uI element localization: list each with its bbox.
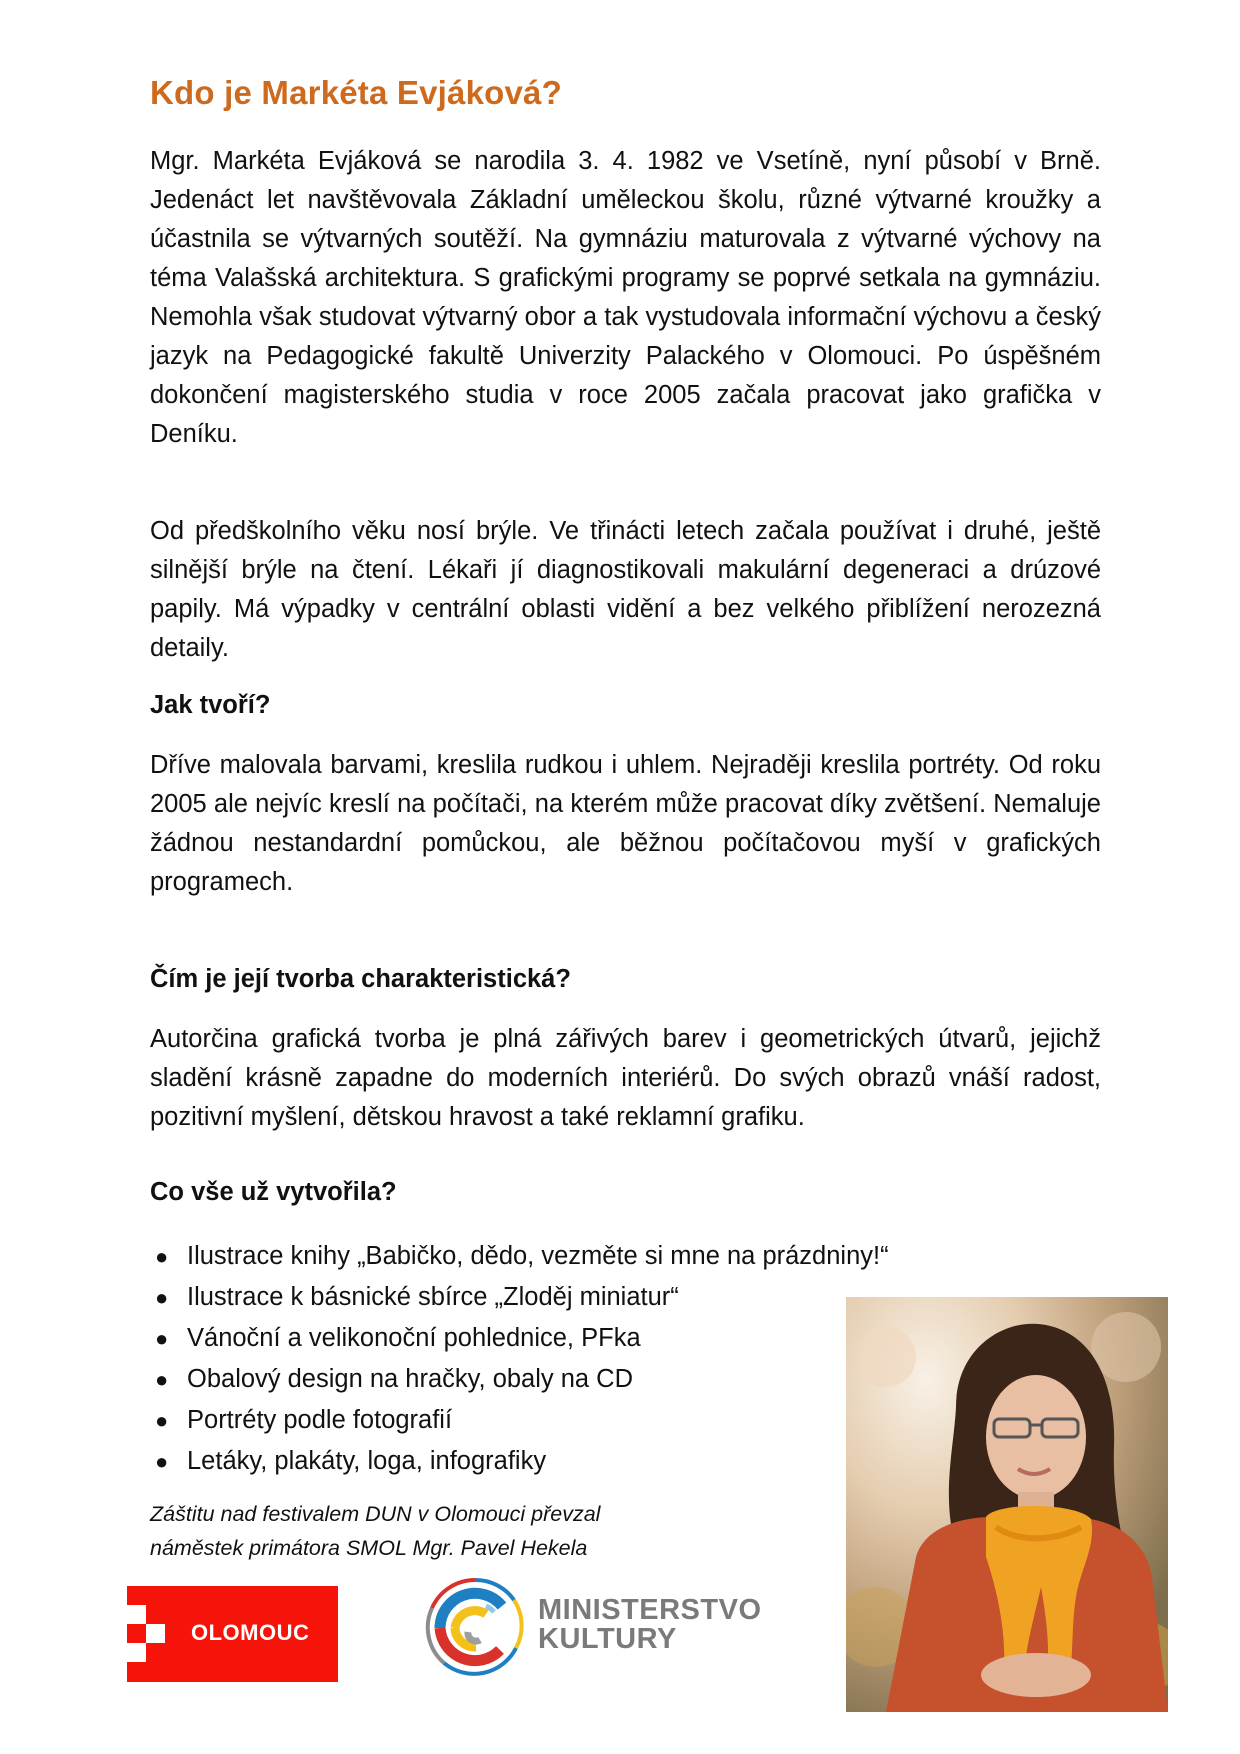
section-heading-works: Co vše už vytvořila? — [150, 1178, 397, 1206]
ministry-c-emblem-icon — [424, 1576, 526, 1678]
vision-section — [150, 512, 1101, 668]
ministry-of-culture-logo — [424, 1576, 762, 1678]
how-paragraph: Dříve malovala barvami, kreslila rudkou i uhlem. Nejraději kreslila portréty. Od roku 2005 ale nejvíc kreslí na počítači, na kterém může pracovat díky zvětšení. Nemaluje žádnou nestandardní pomůckou, ale běžnou počítačovou myší v grafických programech. — [150, 751, 1101, 896]
characteristic-section — [150, 1020, 1101, 1137]
logo-checker-square — [127, 1643, 146, 1662]
logo-checker-square — [146, 1624, 165, 1643]
characteristic-paragraph: Autorčina grafická tvorba je plná zářivých barev i geometrických útvarů, jejichž sladění krásně zapadne do moderních interiérů. Do svých obrazů vnáší radost, pozitivní myšlení, dětskou hravost a také reklamní grafiku. — [150, 1025, 1101, 1131]
how-section — [150, 746, 1101, 902]
patronage-note: Záštitu nad festivalem DUN v Olomouci převzal náměstek primátora SMOL Mgr. Pavel Hekela — [150, 1502, 601, 1560]
list-item: ● Ilustrace knihy „Babičko, dědo, vezměte si mne na prázdniny!“ — [150, 1236, 889, 1277]
list-item: ● Ilustrace k básnické sbírce „Zloděj miniatur“ — [150, 1277, 889, 1318]
portrait-photo — [846, 1297, 1168, 1712]
logo-checker-square — [127, 1605, 146, 1624]
vision-paragraph: Od předškolního věku nosí brýle. Ve třinácti letech začala používat i druhé, ještě silnější brýle na čtení. Lékaři jí diagnostikovali makulární degeneraci a drúzové papily. Má výpadky v centrální oblasti vidění a bez velkého přiblížení nerozezná detaily. — [150, 517, 1101, 662]
list-item: ● Obalový design na hračky, obaly na CD — [150, 1359, 889, 1400]
list-item: ● Portréty podle fotografií — [150, 1400, 889, 1441]
works-list — [150, 1236, 889, 1482]
section-heading-how: Jak tvoří? — [150, 691, 271, 719]
page-title: Kdo je Markéta Evjáková? — [150, 74, 562, 111]
bullet-icon: ● — [155, 1449, 169, 1474]
bullet-icon: ● — [155, 1408, 169, 1433]
olomouc-logo — [127, 1586, 338, 1682]
olomouc-logo-label: OLOMOUC — [191, 1620, 310, 1645]
bullet-icon: ● — [155, 1285, 169, 1310]
ministry-logo-text: MINISTERSTVO KULTURY — [538, 1594, 762, 1655]
bullet-icon: ● — [155, 1244, 169, 1269]
list-item: ● Letáky, plakáty, loga, infografiky — [150, 1441, 889, 1482]
bullet-icon: ● — [155, 1367, 169, 1392]
section-heading-characteristic: Čím je její tvorba charakteristická? — [150, 965, 571, 993]
portrait-illustration-icon — [846, 1297, 1168, 1712]
bullet-icon: ● — [155, 1326, 169, 1351]
intro-paragraph: Mgr. Markéta Evjáková se narodila 3. 4. 1982 ve Vsetíně, nyní působí v Brně. Jedenáct let navštěvovala Základní uměleckou školu, různé výtvarné kroužky a účastnila se výtvarných soutěží. Na gymnáziu maturovala z výtvarné výchovy na téma Valašská architektura. S grafickými programy se poprvé setkala na gymnáziu. Nemohla však studovat výtvarný obor a tak vystudovala informační výchovu a český jazyk na Pedagogické fakultě Univerzity Palackého v Olomouci. Po úspěšném dokončení magisterského studia v roce 2005 začala pracovat jako grafička v Deníku. — [150, 147, 1101, 448]
intro-section — [150, 142, 1101, 454]
list-item: ● Vánoční a velikonoční pohlednice, PFka — [150, 1318, 889, 1359]
